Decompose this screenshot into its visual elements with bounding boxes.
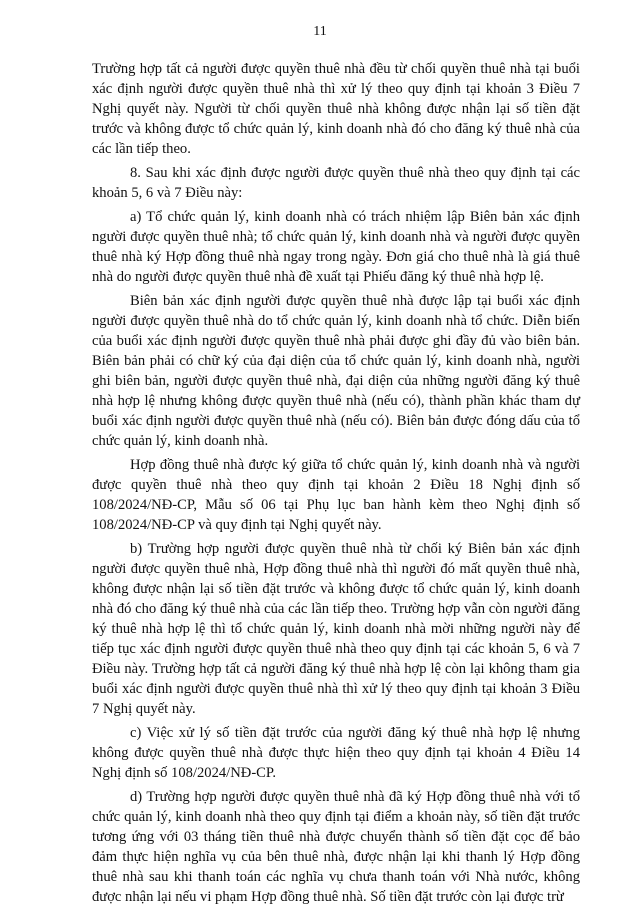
paragraph-point-b: b) Trường hợp người được quyền thuê nhà từ chối ký Biên bản xác định người được quyền thuê nhà, Hợp đồng thuê nhà thì người đó mất quyền thuê nhà, không được nhận lại số tiền đặt trước và không được tổ chức quản lý, kinh doanh nhà đó cho đăng ký thuê nhà của các lần tiếp theo. Trường hợp vẫn còn người đăng ký thuê nhà hợp lệ thì tổ chức quản lý, kinh doanh nhà mời những người này để tiếp tục xác định người được quyền thuê nhà theo quy định tại các khoản 5, 6 và 7 Điều này. Trường hợp tất cả người đăng ký thuê nhà hợp lệ còn lại không tham gia buổi xác định người được quyền thuê nhà thì xử lý theo quy định tại khoản 3 Điều 7 Nghị quyết này.	[92, 541, 580, 717]
document-body	[92, 59, 580, 911]
paragraph-point-c: c) Việc xử lý số tiền đặt trước của người đăng ký thuê nhà hợp lệ nhưng không được quyền thuê nhà được thực hiện theo quy định tại khoản 4 Điều 14 Nghị định số 108/2024/NĐ-CP.	[92, 725, 580, 781]
paragraph-clause-8: 8. Sau khi xác định được người được quyền thuê nhà theo quy định tại các khoản 5, 6 và 7 Điều này:	[92, 165, 580, 201]
paragraph-point-a: a) Tổ chức quản lý, kinh doanh nhà có trách nhiệm lập Biên bản xác định người được quyền thuê nhà; tổ chức quản lý, kinh doanh nhà và người được quyền thuê nhà ký Hợp đồng thuê nhà ngay trong ngày. Đơn giá cho thuê nhà là giá thuê nhà do người được quyền thuê nhà đề xuất tại Phiếu đăng ký thuê nhà hợp lệ.	[92, 209, 580, 285]
paragraph-refusal-case: Trường hợp tất cả người được quyền thuê nhà đều từ chối quyền thuê nhà tại buổi xác định người được quyền thuê nhà thì xử lý theo quy định tại khoản 3 Điều 7 Nghị quyết này. Người từ chối quyền thuê nhà không được nhận lại số tiền đặt trước và không được tổ chức quản lý, kinh doanh nhà đó cho đăng ký thuê nhà của các lần tiếp theo.	[92, 61, 580, 157]
paragraph-point-d: d) Trường hợp người được quyền thuê nhà đã ký Hợp đồng thuê nhà với tổ chức quản lý, kinh doanh nhà theo quy định tại điểm a khoản này, số tiền đặt trước tương ứng với 03 tháng tiền thuê nhà được chuyển thành số tiền đặt cọc để bảo đảm thực hiện nghĩa vụ của bên thuê nhà, được nhận lại khi thanh lý Hợp đồng thuê nhà sau khi thanh toán các nghĩa vụ chưa thanh toán với Nhà nước, không được nhận lại nếu vi phạm Hợp đồng thuê nhà. Số tiền đặt trước còn lại được trừ	[92, 789, 580, 905]
paragraph-lease-contract: Hợp đồng thuê nhà được ký giữa tổ chức quản lý, kinh doanh nhà và người được quyền thuê nhà theo quy định tại khoản 2 Điều 18 Nghị định số 108/2024/NĐ-CP, Mẫu số 06 tại Phụ lục ban hành kèm theo Nghị định số 108/2024/NĐ-CP và quy định tại Nghị quyết này.	[92, 457, 580, 533]
page-number: 11	[313, 24, 327, 39]
paragraph-minutes: Biên bản xác định người được quyền thuê nhà được lập tại buổi xác định người được quyền thuê nhà do tổ chức quản lý, kinh doanh nhà tổ chức. Diễn biến của buổi xác định người được quyền thuê nhà phải được ghi đầy đủ vào biên bản. Biên bản phải có chữ ký của đại diện của tổ chức quản lý, kinh doanh nhà, người ghi biên bản, người được quyền thuê nhà, đại diện của những người đăng ký thuê nhà hợp lệ nhưng không được quyền thuê nhà (nếu có), thành phần khác tham dự buổi xác định người được quyền thuê nhà (nếu có). Biên bản được đóng dấu của tổ chức quản lý, kinh doanh nhà.	[92, 293, 580, 449]
